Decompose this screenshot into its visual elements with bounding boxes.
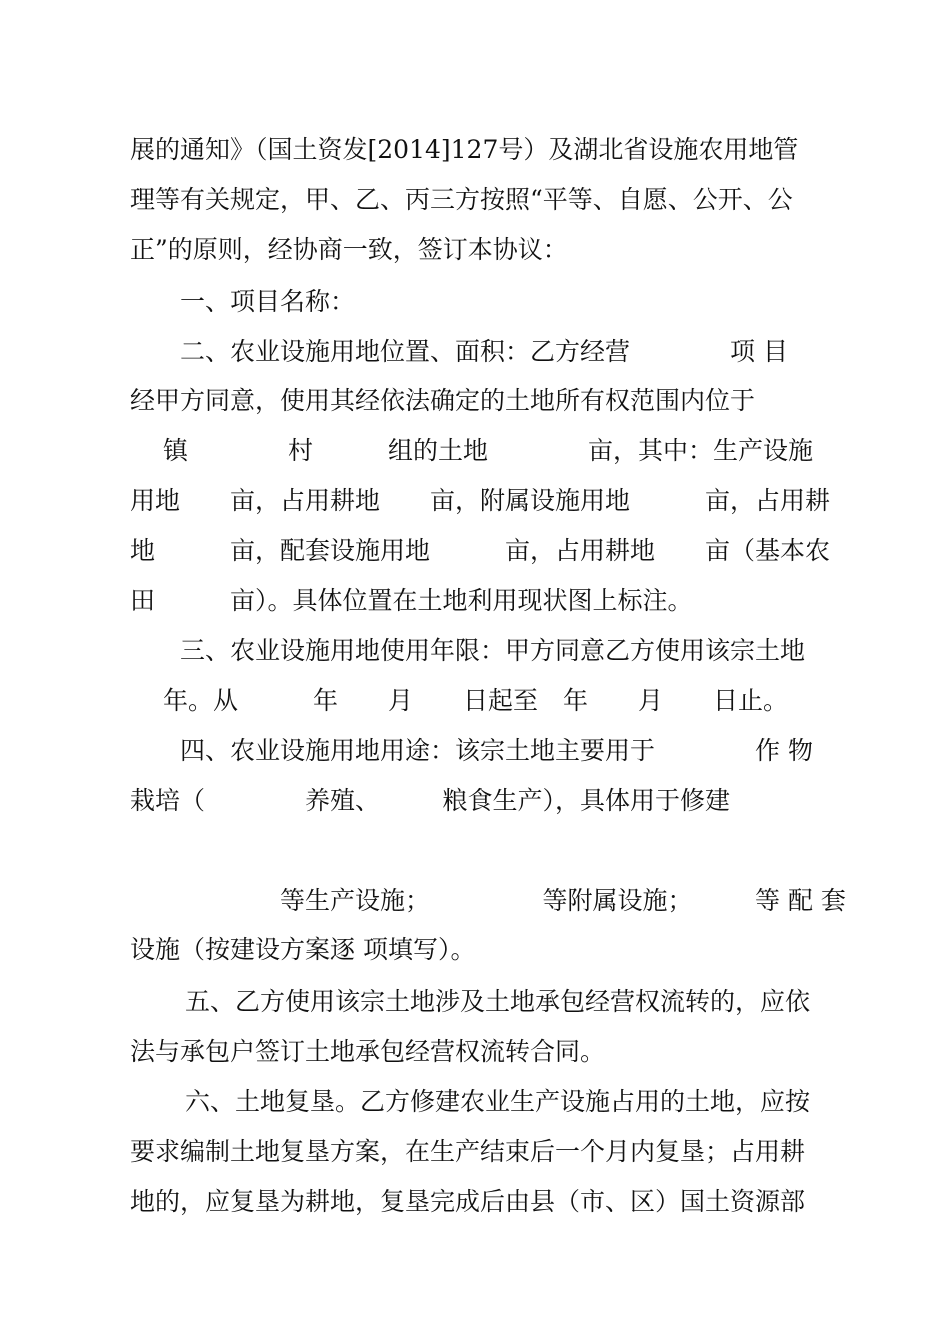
- body-line: 一、项目名称：: [180, 287, 356, 316]
- body-line: 用地 亩，占用耕地 亩，附属设施用地 亩，占用耕: [130, 486, 831, 515]
- body-line: 地 亩，配套设施用地 亩，占用耕地 亩（基本农: [130, 536, 831, 565]
- body-line: 镇 村 组的土地 亩，其中：生产设施: [163, 436, 814, 465]
- body-line: 理等有关规定，甲、乙、丙三方按照“平等、自愿、公开、公: [130, 185, 793, 214]
- body-line: 正”的原则，经协商一致，签订本协议：: [130, 235, 568, 264]
- body-line: 田 亩）。具体位置在土地利用现状图上标注。: [130, 586, 693, 615]
- body-line: 经甲方同意，使用其经依法确定的土地所有权范围内位于: [130, 386, 756, 415]
- body-line: 法与承包户签订土地承包经营权流转合同。: [130, 1037, 606, 1066]
- body-line: 年。从 年 月 日起至 年 月 日止。: [163, 686, 789, 715]
- body-line: 地的，应复垦为耕地，复垦完成后由县（市、区）国土资源部: [130, 1187, 806, 1216]
- body-line: 三、农业设施用地使用年限：甲方同意乙方使用该宗土地: [180, 636, 806, 665]
- body-line: 等生产设施； 等附属设施； 等 配 套: [280, 886, 846, 915]
- body-line: 展的通知》（国土资发[2014]127号）及湖北省设施农用地管: [130, 135, 799, 164]
- body-line: 设施（按建设方案逐 项填写）。: [130, 935, 476, 964]
- body-line: 栽培（ 养殖、 粮食生产），具体用于修建: [130, 786, 731, 815]
- body-line: 四、农业设施用地用途：该宗土地主要用于 作 物: [180, 736, 813, 765]
- body-line: 六、土地复垦。乙方修建农业生产设施占用的土地，应按: [185, 1087, 811, 1116]
- body-line: 要求编制土地复垦方案，在生产结束后一个月内复垦；占用耕: [130, 1137, 806, 1166]
- body-line: 五、乙方使用该宗土地涉及土地承包经营权流转的，应依: [185, 987, 811, 1016]
- body-line: 二、农业设施用地位置、面积：乙方经营 项 目: [180, 337, 788, 366]
